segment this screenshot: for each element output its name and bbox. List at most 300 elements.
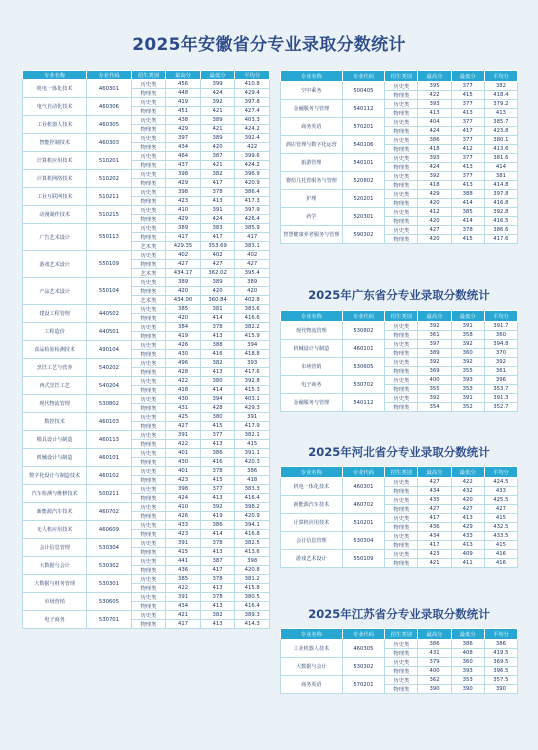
avg-score-cell: 414.3 — [235, 620, 270, 629]
major-name: 数控技术 — [23, 413, 87, 431]
min-score-cell: 388 — [200, 341, 235, 350]
avg-score-cell: 403.3 — [235, 116, 270, 125]
major-name: 婴幼儿托育服务与管理 — [281, 172, 343, 190]
guangdong-title: 2025年广东省分专业录取分数统计 — [308, 288, 490, 302]
column-header: 平均分 — [484, 71, 517, 82]
min-score-cell: 419 — [200, 512, 235, 521]
category-cell: 物理类 — [131, 143, 166, 152]
table-row — [23, 251, 270, 260]
max-score-cell: 422 — [166, 377, 201, 386]
hebei-score-table — [280, 466, 518, 568]
major-code: 550104 — [87, 278, 131, 305]
category-cell: 物理类 — [131, 602, 166, 611]
category-cell: 物理类 — [131, 125, 166, 134]
avg-score-cell: 396.5 — [484, 667, 517, 676]
avg-score-cell: 391.7 — [484, 322, 517, 331]
max-score-cell: 415 — [166, 548, 201, 557]
avg-score-cell: 383.6 — [235, 305, 270, 314]
max-score-cell: 464 — [166, 152, 201, 161]
min-score-cell: 352 — [451, 403, 484, 412]
min-score-cell: 383 — [200, 224, 235, 233]
min-score-cell: 413 — [200, 440, 235, 449]
max-score-cell: 422 — [166, 440, 201, 449]
table-row — [281, 532, 518, 541]
column-header: 最高分 — [166, 71, 201, 80]
avg-score-cell: 386.6 — [484, 226, 517, 235]
category-cell: 历史类 — [385, 514, 418, 523]
avg-score-cell: 420.3 — [235, 458, 270, 467]
table-row — [23, 413, 270, 422]
major-code: 460102 — [87, 467, 131, 485]
min-score-cell: 428 — [200, 404, 235, 413]
min-score-cell: 415 — [451, 91, 484, 100]
max-score-cell: 433 — [166, 521, 201, 530]
min-score-cell: 394 — [200, 395, 235, 404]
max-score-cell: 355 — [418, 385, 451, 394]
category-cell: 物理类 — [385, 145, 418, 154]
min-score-cell: 421 — [200, 107, 235, 116]
major-code: 510201 — [87, 152, 131, 170]
category-cell: 物理类 — [385, 181, 418, 190]
min-score-cell: 415 — [200, 476, 235, 485]
max-score-cell: 369 — [418, 367, 451, 376]
major-code: 520301 — [342, 208, 385, 226]
table-row — [23, 206, 270, 215]
max-score-cell: 425 — [166, 413, 201, 422]
avg-score-cell: 391.3 — [484, 394, 517, 403]
max-score-cell: 420 — [166, 314, 201, 323]
table-row — [281, 100, 518, 109]
table-row — [23, 359, 270, 368]
table-row — [23, 467, 270, 476]
major-code: 460305 — [87, 116, 131, 134]
max-score-cell: 398 — [166, 485, 201, 494]
min-score-cell: 389 — [200, 116, 235, 125]
major-code: 540101 — [342, 154, 385, 172]
major-name: 游戏艺术设计 — [281, 550, 343, 568]
max-score-cell: 431 — [418, 649, 451, 658]
category-cell: 物理类 — [131, 494, 166, 503]
min-score-cell: 386 — [451, 640, 484, 649]
table-row — [23, 80, 270, 89]
column-header: 专业代码 — [342, 311, 385, 322]
major-code: 550113 — [87, 224, 131, 251]
column-header: 平均分 — [235, 71, 270, 80]
min-score-cell: 377 — [200, 485, 235, 494]
avg-score-cell: 402 — [235, 251, 270, 260]
max-score-cell: 430 — [166, 395, 201, 404]
category-cell: 物理类 — [131, 584, 166, 593]
major-name: 建设工程管理 — [23, 305, 87, 323]
avg-score-cell: 392.8 — [235, 377, 270, 386]
category-cell: 物理类 — [385, 109, 418, 118]
category-cell: 物理类 — [131, 458, 166, 467]
avg-score-cell: 393 — [235, 359, 270, 368]
max-score-cell: 401 — [166, 449, 201, 458]
max-score-cell: 402 — [166, 251, 201, 260]
column-header: 招生类别 — [385, 629, 418, 640]
table-row — [281, 82, 518, 91]
category-cell: 历史类 — [385, 340, 418, 349]
major-code: 530302 — [87, 557, 131, 575]
category-cell: 历史类 — [131, 611, 166, 620]
category-cell: 历史类 — [131, 359, 166, 368]
category-cell: 历史类 — [131, 98, 166, 107]
avg-score-cell: 403.1 — [235, 395, 270, 404]
avg-score-cell: 429.4 — [235, 89, 270, 98]
avg-score-cell: 433.5 — [484, 532, 517, 541]
avg-score-cell: 392 — [484, 358, 517, 367]
max-score-cell: 423 — [418, 550, 451, 559]
category-cell: 历史类 — [131, 206, 166, 215]
min-score-cell: 427 — [451, 505, 484, 514]
major-name: 机电一体化技术 — [281, 478, 343, 496]
min-score-cell: 420 — [200, 143, 235, 152]
major-name: 游戏艺术设计 — [23, 251, 87, 278]
category-cell: 历史类 — [131, 575, 166, 584]
min-score-cell: 392 — [451, 340, 484, 349]
category-cell: 物理类 — [131, 179, 166, 188]
max-score-cell: 420 — [418, 217, 451, 226]
avg-score-cell: 414 — [484, 163, 517, 172]
category-cell: 历史类 — [385, 676, 418, 685]
category-cell: 历史类 — [131, 503, 166, 512]
category-cell: 物理类 — [131, 215, 166, 224]
min-score-cell: 413 — [200, 494, 235, 503]
category-cell: 历史类 — [385, 118, 418, 127]
column-header: 招生类别 — [385, 311, 418, 322]
max-score-cell: 417 — [418, 514, 451, 523]
category-cell: 物理类 — [131, 287, 166, 296]
category-cell: 历史类 — [385, 172, 418, 181]
max-score-cell: 391 — [166, 539, 201, 548]
column-header: 招生类别 — [385, 467, 418, 478]
table-row — [23, 593, 270, 602]
max-score-cell: 389 — [166, 278, 201, 287]
min-score-cell: 377 — [451, 154, 484, 163]
max-score-cell: 421 — [166, 611, 201, 620]
avg-score-cell: 432.5 — [484, 523, 517, 532]
major-code: 550109 — [342, 550, 385, 568]
avg-score-cell: 415.8 — [235, 584, 270, 593]
min-score-cell: 399 — [200, 80, 235, 89]
category-cell: 历史类 — [131, 539, 166, 548]
min-score-cell: 416 — [200, 458, 235, 467]
min-score-cell: 377 — [451, 136, 484, 145]
major-code: 460301 — [87, 80, 131, 98]
min-score-cell: 378 — [200, 467, 235, 476]
avg-score-cell: 361 — [484, 367, 517, 376]
major-code: 530702 — [342, 376, 385, 394]
major-code: 460303 — [87, 134, 131, 152]
category-cell: 物理类 — [131, 548, 166, 557]
major-code: 460702 — [87, 503, 131, 521]
min-score-cell: 402 — [200, 251, 235, 260]
max-score-cell: 429.35 — [166, 242, 201, 251]
table-row — [281, 136, 518, 145]
category-cell: 历史类 — [385, 322, 418, 331]
avg-score-cell: 394.1 — [235, 521, 270, 530]
major-code: 510201 — [342, 514, 385, 532]
category-cell: 历史类 — [385, 532, 418, 541]
major-name: 商务英语 — [281, 118, 343, 136]
min-score-cell: 381 — [200, 305, 235, 314]
max-score-cell: 423 — [166, 530, 201, 539]
avg-score-cell: 389 — [235, 278, 270, 287]
max-score-cell: 410 — [166, 503, 201, 512]
major-code: 530802 — [87, 395, 131, 413]
min-score-cell: 414 — [451, 217, 484, 226]
max-score-cell: 389 — [166, 224, 201, 233]
category-cell: 历史类 — [385, 496, 418, 505]
category-cell: 物理类 — [131, 440, 166, 449]
category-cell: 物理类 — [385, 349, 418, 358]
min-score-cell: 413 — [200, 332, 235, 341]
min-score-cell: 378 — [451, 226, 484, 235]
avg-score-cell: 386 — [235, 467, 270, 476]
major-name: 护理 — [281, 190, 343, 208]
major-name: 模具设计与制造 — [23, 431, 87, 449]
min-score-cell: 353 — [451, 676, 484, 685]
avg-score-cell: 416.8 — [235, 530, 270, 539]
category-cell: 物理类 — [385, 127, 418, 136]
avg-score-cell: 415 — [235, 440, 270, 449]
avg-score-cell: 394.8 — [484, 340, 517, 349]
avg-score-cell: 417 — [235, 233, 270, 242]
min-score-cell: 414 — [200, 386, 235, 395]
category-cell: 物理类 — [131, 332, 166, 341]
max-score-cell: 412 — [418, 208, 451, 217]
anhui-score-table-right — [280, 70, 518, 244]
max-score-cell: 385 — [166, 575, 201, 584]
max-score-cell: 392 — [418, 172, 451, 181]
table-row — [23, 395, 270, 404]
category-cell: 历史类 — [131, 521, 166, 530]
avg-score-cell: 383.3 — [235, 485, 270, 494]
min-score-cell: 378 — [200, 323, 235, 332]
min-score-cell: 353.69 — [200, 242, 235, 251]
major-code: 540112 — [342, 100, 385, 118]
category-cell: 物理类 — [385, 367, 418, 376]
min-score-cell: 393 — [451, 667, 484, 676]
major-name: 广告艺术设计 — [23, 224, 87, 251]
avg-score-cell: 420.9 — [235, 512, 270, 521]
max-score-cell: 441 — [166, 557, 201, 566]
max-score-cell: 434 — [418, 532, 451, 541]
min-score-cell: 413 — [200, 197, 235, 206]
major-code: 460101 — [342, 340, 385, 358]
column-header: 平均分 — [484, 311, 517, 322]
max-score-cell: 418 — [418, 145, 451, 154]
avg-score-cell: 418.4 — [484, 91, 517, 100]
max-score-cell: 386 — [418, 136, 451, 145]
table-row — [23, 170, 270, 179]
max-score-cell: 427 — [418, 226, 451, 235]
column-header: 平均分 — [484, 467, 517, 478]
major-code: 440502 — [87, 305, 131, 323]
table-row — [23, 224, 270, 233]
avg-score-cell: 357.5 — [484, 676, 517, 685]
max-score-cell: 400 — [418, 376, 451, 385]
table-row — [281, 208, 518, 217]
max-score-cell: 434.00 — [166, 296, 201, 305]
min-score-cell: 392 — [451, 358, 484, 367]
major-name: 无人机应用技术 — [23, 521, 87, 539]
avg-score-cell: 417.6 — [235, 368, 270, 377]
max-score-cell: 438 — [166, 116, 201, 125]
min-score-cell: 420 — [451, 496, 484, 505]
max-score-cell: 429 — [418, 190, 451, 199]
avg-score-cell: 415.3 — [235, 386, 270, 395]
avg-score-cell: 381.2 — [235, 575, 270, 584]
major-name: 数字化设计与制造技术 — [23, 467, 87, 485]
max-score-cell: 397 — [166, 134, 201, 143]
major-code: 460702 — [342, 496, 385, 514]
major-code: 530304 — [342, 532, 385, 550]
avg-score-cell: 425.5 — [484, 496, 517, 505]
category-cell: 历史类 — [131, 278, 166, 287]
table-row — [281, 478, 518, 487]
avg-score-cell: 415.9 — [235, 332, 270, 341]
max-score-cell: 391 — [166, 431, 201, 440]
major-code: 530701 — [87, 611, 131, 629]
major-name: 动漫制作技术 — [23, 206, 87, 224]
max-score-cell: 419 — [166, 332, 201, 341]
column-header: 最低分 — [451, 467, 484, 478]
category-cell: 历史类 — [131, 188, 166, 197]
category-cell: 历史类 — [385, 550, 418, 559]
category-cell: 物理类 — [385, 541, 418, 550]
max-score-cell: 422 — [418, 91, 451, 100]
min-score-cell: 377 — [451, 82, 484, 91]
major-name: 计算机应用技术 — [281, 514, 343, 532]
table-row — [23, 323, 270, 332]
avg-score-cell: 416.8 — [484, 199, 517, 208]
max-score-cell: 390 — [418, 685, 451, 694]
avg-score-cell: 433 — [484, 487, 517, 496]
avg-score-cell: 415 — [484, 514, 517, 523]
table-row — [281, 550, 518, 559]
category-cell: 历史类 — [385, 154, 418, 163]
avg-score-cell: 397.8 — [484, 190, 517, 199]
max-score-cell: 392 — [418, 394, 451, 403]
major-code: 530605 — [342, 358, 385, 376]
max-score-cell: 429 — [166, 179, 201, 188]
major-code: 530302 — [342, 658, 385, 676]
min-score-cell: 424 — [200, 89, 235, 98]
category-cell: 历史类 — [131, 593, 166, 602]
major-code: 590302 — [342, 226, 385, 244]
max-score-cell: 434 — [166, 143, 201, 152]
category-cell: 历史类 — [385, 358, 418, 367]
avg-score-cell: 418.8 — [235, 350, 270, 359]
max-score-cell: 393 — [418, 100, 451, 109]
avg-score-cell: 416.4 — [235, 494, 270, 503]
min-score-cell: 391 — [200, 206, 235, 215]
table-row — [23, 575, 270, 584]
category-cell: 历史类 — [131, 449, 166, 458]
avg-score-cell: 426.4 — [235, 215, 270, 224]
avg-score-cell: 392.4 — [235, 134, 270, 143]
major-name: 工业机器人技术 — [23, 116, 87, 134]
avg-score-cell: 382.2 — [235, 323, 270, 332]
min-score-cell: 358 — [451, 331, 484, 340]
major-name: 计算机应用技术 — [23, 152, 87, 170]
major-code: 530802 — [342, 322, 385, 340]
avg-score-cell: 419.5 — [484, 649, 517, 658]
max-score-cell: 430 — [166, 350, 201, 359]
max-score-cell: 435 — [418, 496, 451, 505]
max-score-cell: 391 — [166, 593, 201, 602]
avg-score-cell: 383.1 — [235, 242, 270, 251]
jiangsu-title: 2025年江苏省分专业录取分数统计 — [308, 607, 490, 621]
category-cell: 物理类 — [385, 523, 418, 532]
column-header: 最低分 — [451, 629, 484, 640]
max-score-cell: 431 — [166, 404, 201, 413]
avg-score-cell: 379.2 — [484, 100, 517, 109]
min-score-cell: 360 — [451, 349, 484, 358]
table-row — [281, 640, 518, 649]
min-score-cell: 413 — [451, 181, 484, 190]
major-code: 460301 — [342, 478, 385, 496]
major-code: 460306 — [87, 98, 131, 116]
max-score-cell: 434 — [418, 487, 451, 496]
category-cell: 物理类 — [131, 530, 166, 539]
table-row — [23, 611, 270, 620]
max-score-cell: 421 — [418, 559, 451, 568]
major-code: 540202 — [87, 359, 131, 377]
column-header: 专业代码 — [342, 71, 385, 82]
major-code: 540106 — [342, 136, 385, 154]
max-score-cell: 420 — [166, 287, 201, 296]
table-row — [281, 172, 518, 181]
category-cell: 历史类 — [131, 431, 166, 440]
max-score-cell: 436 — [166, 566, 201, 575]
category-cell: 物理类 — [131, 197, 166, 206]
major-code: 530605 — [87, 593, 131, 611]
category-cell: 历史类 — [131, 485, 166, 494]
major-name: 智能控制技术 — [23, 134, 87, 152]
category-cell: 历史类 — [131, 170, 166, 179]
category-cell: 历史类 — [131, 395, 166, 404]
max-score-cell: 434.17 — [166, 269, 201, 278]
category-cell: 物理类 — [385, 649, 418, 658]
category-cell: 物理类 — [131, 161, 166, 170]
avg-score-cell: 397.9 — [235, 206, 270, 215]
min-score-cell: 387 — [200, 557, 235, 566]
category-cell: 艺术类 — [131, 269, 166, 278]
table-row — [23, 503, 270, 512]
major-code: 550109 — [87, 251, 131, 278]
min-score-cell: 421 — [200, 161, 235, 170]
table-row — [23, 116, 270, 125]
min-score-cell: 377 — [451, 100, 484, 109]
max-score-cell: 386 — [418, 640, 451, 649]
category-cell: 历史类 — [131, 251, 166, 260]
min-score-cell: 353 — [451, 385, 484, 394]
avg-score-cell: 415 — [484, 541, 517, 550]
min-score-cell: 416 — [200, 350, 235, 359]
table-row — [23, 278, 270, 287]
min-score-cell: 355 — [451, 367, 484, 376]
category-cell: 历史类 — [385, 82, 418, 91]
min-score-cell: 378 — [200, 188, 235, 197]
category-cell: 物理类 — [385, 235, 418, 244]
category-cell: 物理类 — [131, 386, 166, 395]
category-cell: 历史类 — [131, 116, 166, 125]
avg-score-cell: 397.8 — [235, 98, 270, 107]
min-score-cell: 360 — [451, 658, 484, 667]
